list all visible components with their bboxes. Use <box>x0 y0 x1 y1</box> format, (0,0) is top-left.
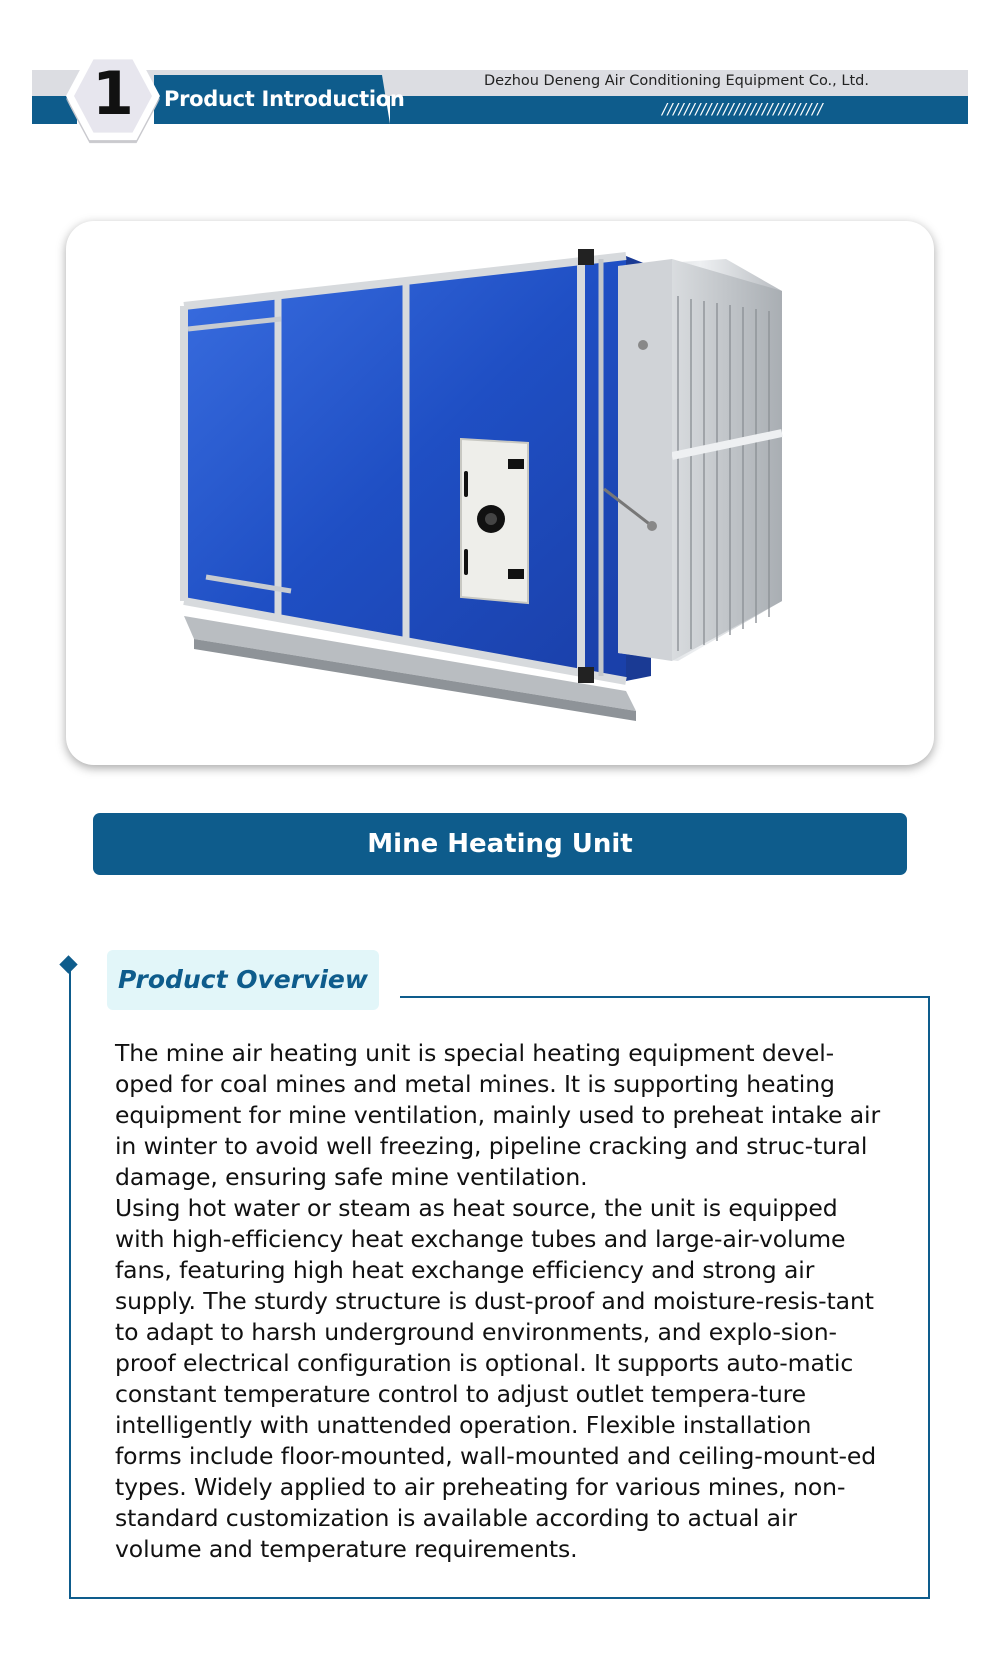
company-name: Dezhou Deneng Air Conditioning Equipment Co., Ltd. <box>484 73 869 89</box>
decorative-slashes: ///////////////////////////// <box>662 100 824 118</box>
section-number: 1 <box>92 59 134 129</box>
overview-title: Product Overview <box>118 965 368 994</box>
overview-frame-left <box>69 966 71 1599</box>
diamond-icon <box>59 955 77 973</box>
overview-paragraph: Using hot water or steam as heat source, the unit is equipped with high-efficiency heat exchange tubes and large-air-volume fans, featuring high heat exchange efficiency and strong air supply. The sturdy structure is dust-proof and moisture-resis-tant to adapt to harsh underground environments, and explo-sion-proof electrical configuration is optional. It supports auto-matic constant temperature control to adjust outlet tempera-ture intelligently with unattended operation. Flexible installation forms include floor-mounted, wall-mounted and ceiling-mount-ed types. Widely applied to air preheating for various mines, non-standard customization is available according to actual air volume and temperature requirements. <box>115 1194 877 1563</box>
air-heating-unit-illustration <box>66 221 934 765</box>
product-image-card <box>66 221 934 765</box>
overview-frame-top <box>400 996 930 998</box>
overview-body <box>115 1038 885 1565</box>
overview-frame-bottom <box>69 1597 930 1599</box>
product-name: Mine Heating Unit <box>367 829 633 859</box>
overview-paragraph: The mine air heating unit is special heating equipment devel-oped for coal mines and metal mines. It is supporting heating equipment for mine ventilation, mainly used to preheat intake air in winter to avoid well freezing, pipeline cracking and struc-tural damage, ensuring safe mine ventilation. <box>115 1039 881 1191</box>
section-label: Product Introduction <box>164 87 405 111</box>
overview-frame-right <box>928 997 930 1599</box>
